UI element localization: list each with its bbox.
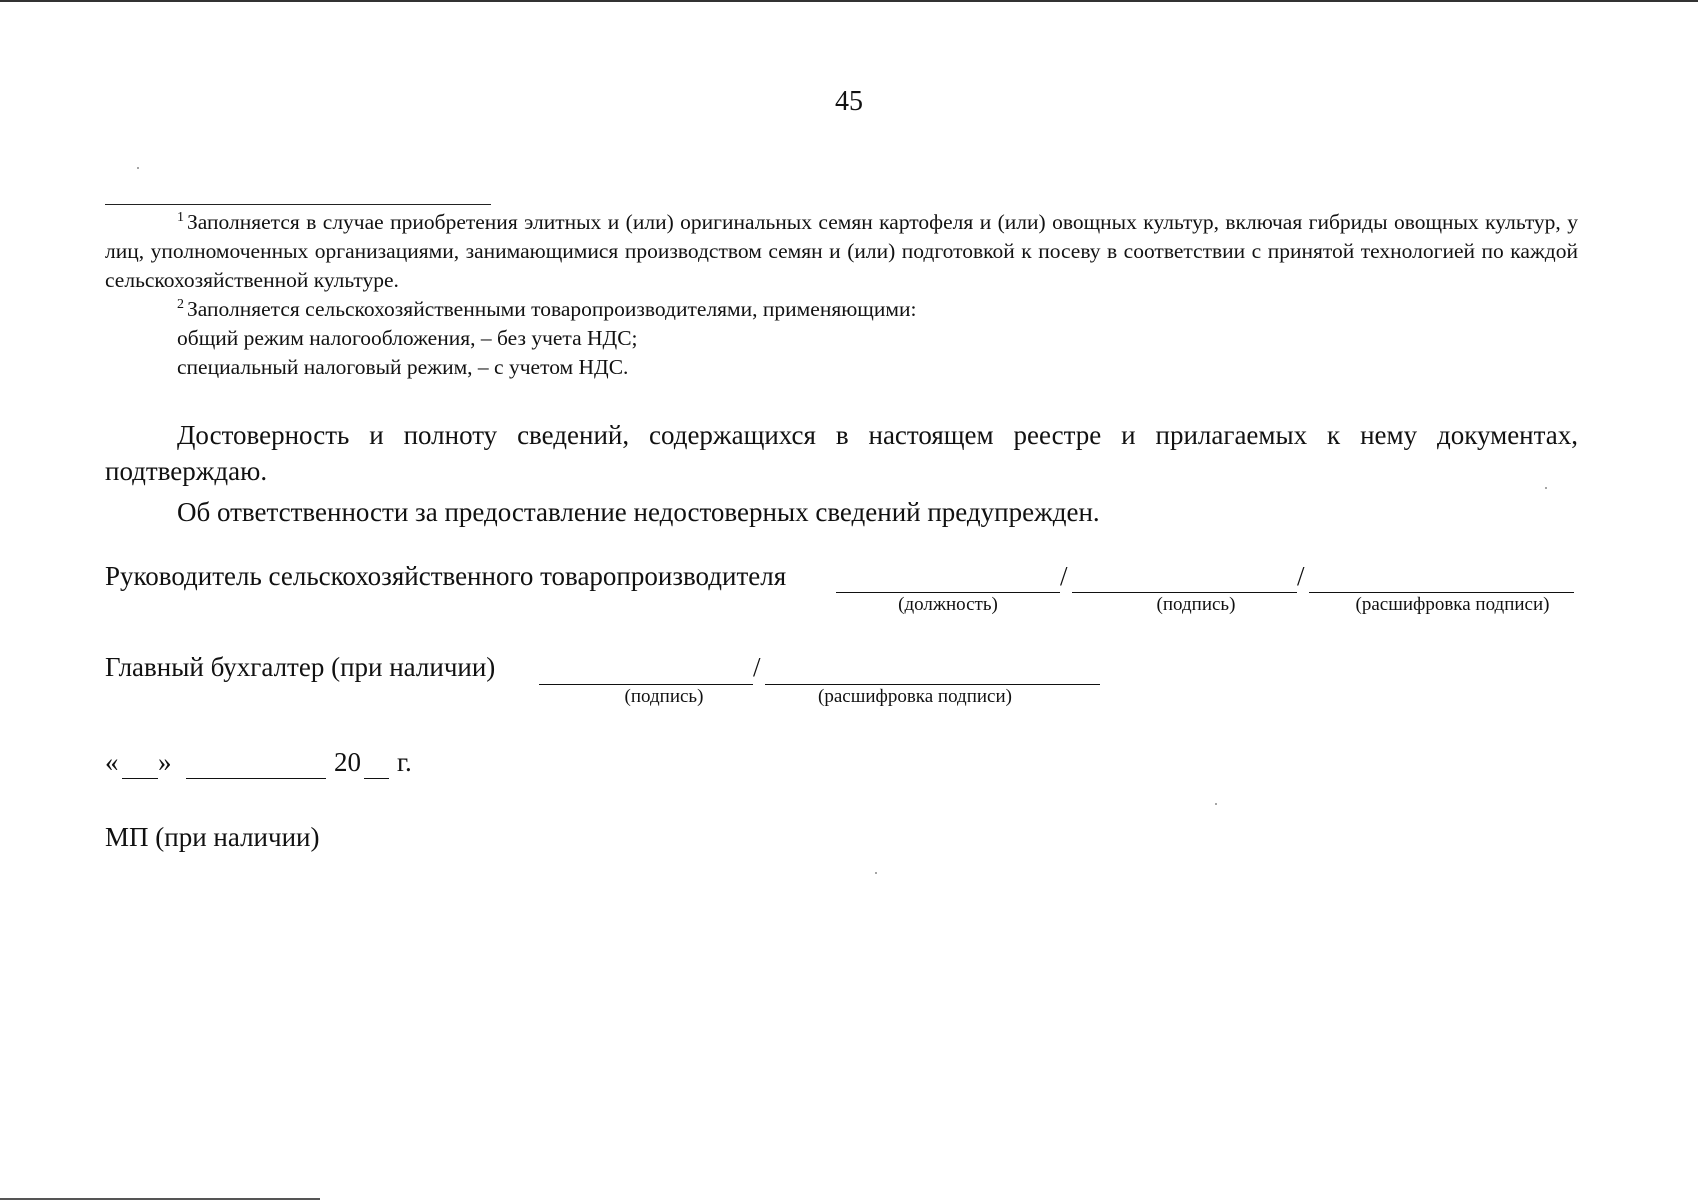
footnote-2-line-2: специальный налоговый режим, – с учетом НДС. xyxy=(177,355,629,379)
date-year-blank[interactable] xyxy=(364,778,389,779)
slash-separator: / xyxy=(1297,561,1305,591)
date-month-blank[interactable] xyxy=(186,778,326,779)
scan-speck xyxy=(137,167,139,169)
head-signature-blank[interactable] xyxy=(1072,592,1297,593)
page-number: 45 xyxy=(835,86,863,117)
head-position-caption: (должность) xyxy=(898,594,998,615)
scan-edge-top xyxy=(0,0,1698,2)
certification-text xyxy=(105,417,1578,530)
footnote-1 xyxy=(105,208,1578,295)
date-close-quote: » xyxy=(158,747,172,777)
accountant-signature-caption: (подпись) xyxy=(624,686,704,707)
head-signature-label: Руководитель сельскохозяйственного товаропроизводителя xyxy=(105,561,787,591)
footnote-2-line-1: общий режим налогообложения, – без учета НДС; xyxy=(177,326,638,350)
head-decoding-blank[interactable] xyxy=(1309,592,1574,593)
footnotes xyxy=(105,208,1578,382)
liability-paragraph: Об ответственности за предоставление недостоверных сведений предупрежден. xyxy=(177,497,1100,527)
accountant-signature-blank[interactable] xyxy=(539,684,753,685)
head-position-blank[interactable] xyxy=(836,592,1060,593)
head-decoding-caption: (расшифровка подписи) xyxy=(1355,594,1550,615)
footnote-2-text: Заполняется сельскохозяйственными товаропроизводителями, применяющими: xyxy=(187,297,917,321)
accountant-decoding-caption: (расшифровка подписи) xyxy=(818,686,1012,707)
scan-speck xyxy=(875,872,877,874)
date-year-suffix: г. xyxy=(397,747,412,777)
slash-separator: / xyxy=(1060,561,1068,591)
date-day-blank[interactable] xyxy=(122,778,158,779)
slash-separator: / xyxy=(753,652,761,682)
scan-speck xyxy=(1545,487,1547,489)
date-year-prefix: 20 xyxy=(334,747,361,777)
head-signature-caption: (подпись) xyxy=(1156,594,1236,615)
date-open-quote: « xyxy=(105,747,119,777)
footnote-2-mark: 2 xyxy=(177,296,184,312)
scan-speck xyxy=(1215,803,1217,805)
accountant-decoding-blank[interactable] xyxy=(765,684,1100,685)
certification-paragraph: Достоверность и полноту сведений, содержащихся в настоящем реестре и прилагаемых к нему документах, подтверждаю. xyxy=(105,420,1578,486)
footnote-divider xyxy=(105,204,491,205)
footnote-1-text: Заполняется в случае приобретения элитных и (или) оригинальных семян картофеля и (или) овощных культур, включая гибриды овощных культур, у лиц, уполномоченных организациями, занимающимися производством семян и (или) подготовкой к посеву в соответствии с принятой технологией по каждой сельскохозяйственной культуре. xyxy=(105,210,1578,292)
accountant-signature-label: Главный бухгалтер (при наличии) xyxy=(105,652,496,682)
stamp-label: МП (при наличии) xyxy=(105,822,320,852)
footnote-1-mark: 1 xyxy=(177,209,184,225)
footnote-2 xyxy=(105,295,1578,324)
